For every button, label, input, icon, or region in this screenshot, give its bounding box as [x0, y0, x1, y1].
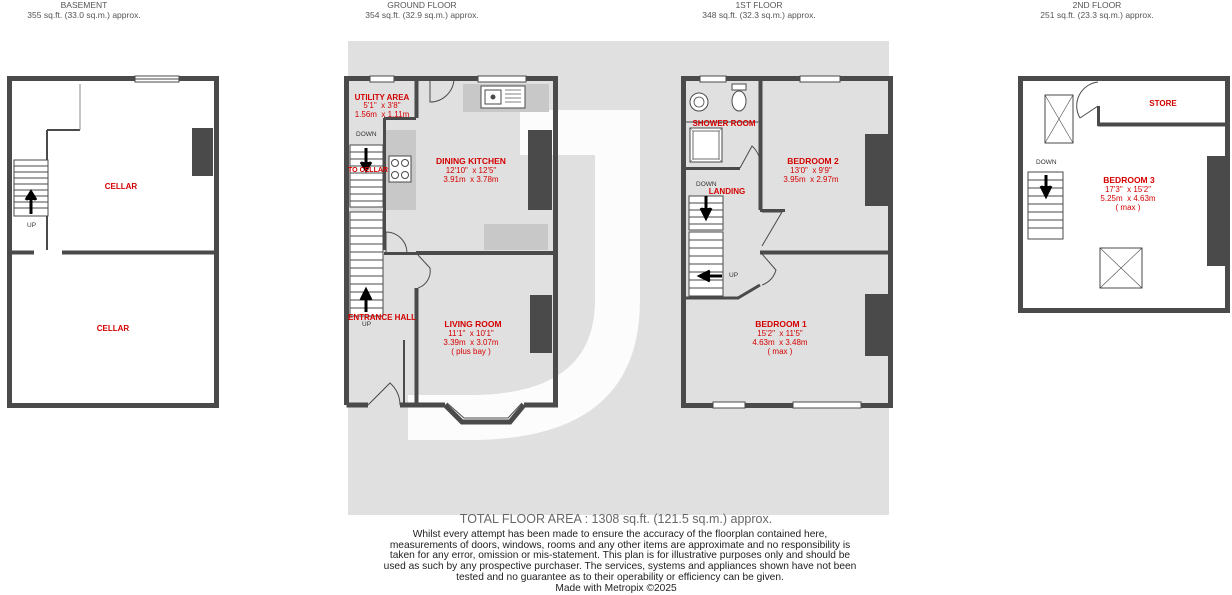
room-label-bedroom-3: BEDROOM 3: [1103, 175, 1155, 185]
floor-name: BASEMENT: [60, 0, 108, 10]
room-label-bedroom-1: BEDROOM 1: [755, 319, 807, 329]
floor-area: 251 sq.ft. (23.3 sq.m.) approx.: [1040, 10, 1154, 20]
floor-name: 2ND FLOOR: [1072, 0, 1122, 10]
stair-label-down: DOWN: [1036, 159, 1057, 166]
room-label-shower-room: SHOWER ROOM: [692, 119, 756, 128]
stair-label-down: DOWN: [356, 131, 377, 138]
room-dims-bedroom-2: 13'0" x 9'9" 3.95m x 2.97m: [783, 166, 839, 184]
room-label-cellar-lower: CELLAR: [96, 324, 130, 333]
room-label-living-room: LIVING ROOM: [444, 319, 502, 329]
basement-plan: [10, 76, 217, 406]
room-label-landing: LANDING: [708, 187, 746, 196]
stair-label-up: UP: [729, 272, 739, 279]
room-label-utility-area: UTILITY AREA: [354, 93, 410, 102]
total-floor-area: TOTAL FLOOR AREA : 1308 sq.ft. (121.5 sq.m.) approx.: [459, 512, 773, 526]
room-dims-dining-kitchen: 12'10" x 12'5" 3.91m x 3.78m: [443, 166, 499, 184]
floor-name: 1ST FLOOR: [735, 0, 783, 10]
room-dims-living-room: 11'1" x 10'1" 3.39m x 3.07m ( plus bay ): [443, 329, 499, 356]
room-label-store: STORE: [1149, 99, 1177, 108]
room-dims-bedroom-1: 15'2" x 11'5" 4.63m x 3.48m ( max ): [752, 329, 808, 356]
room-dims-utility-area: 5'1" x 3'8" 1.56m x 1.11m: [354, 101, 410, 119]
floor-name: GROUND FLOOR: [387, 0, 457, 10]
room-dims-bedroom-3: 17'3" x 15'2" 5.25m x 4.63m ( max ): [1100, 185, 1156, 212]
room-label-cellar-upper: CELLAR: [104, 182, 138, 191]
disclaimer-text: Whilst every attempt has been made to ensure the accuracy of the floorplan contained here, measurements of doors, windows, rooms and any other items are approximate and no responsibility is taken for any error, omission or mis-statement. This plan is for illustrative purposes only and should be used as such by any prospective purchaser. The services, systems and appliances shown have not been tested and no guarantee as to their operability or efficiency can be given.: [383, 529, 857, 583]
floor-area: 348 sq.ft. (32.3 sq.m.) approx.: [702, 10, 816, 20]
stair-label-up: UP: [362, 321, 372, 328]
room-label-entrance-hall: ENTRANCE HALL: [348, 313, 416, 322]
floor-area: 354 sq.ft. (32.9 sq.m.) approx.: [365, 10, 479, 20]
room-label-to-cellar: TO CELLAR: [348, 167, 388, 174]
stair-label-down: DOWN: [696, 181, 717, 188]
floor-area: 355 sq.ft. (33.0 sq.m.) approx.: [27, 10, 141, 20]
room-label-dining-kitchen: DINING KITCHEN: [436, 156, 506, 166]
room-label-bedroom-2: BEDROOM 2: [787, 156, 839, 166]
stair-label-up: UP: [27, 222, 37, 229]
credit-text: Made with Metropix ©2025: [555, 583, 677, 594]
